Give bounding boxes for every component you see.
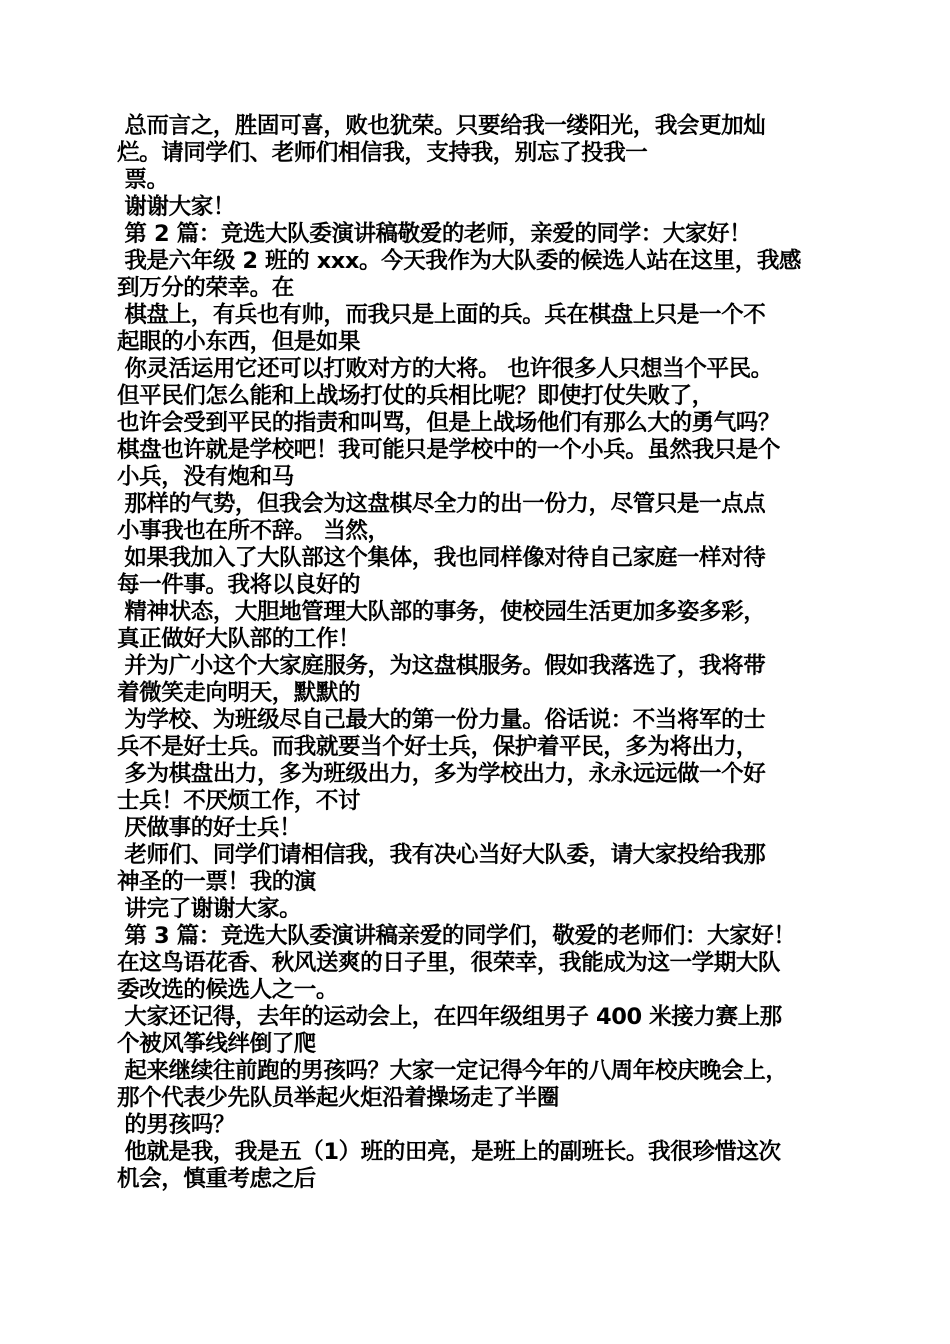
text-line: 棋盘上，有兵也有帅，而我只是上面的兵。兵在棋盘上只是一个不 xyxy=(117,302,766,328)
text-line: 也许会受到平民的指责和叫骂，但是上战场他们有那么大的勇气吗？ xyxy=(117,410,781,436)
text-line: 起来继续往前跑的男孩吗？大家一定记得今年的八周年校庆晚会上， xyxy=(117,1058,788,1084)
text-line: 起眼的小东西，但是如果 xyxy=(117,329,361,355)
text-line: 精神状态，大胆地管理大队部的事务，使校园生活更加多姿多彩， xyxy=(117,599,766,625)
text-line: 真正做好大队部的工作！ xyxy=(117,626,361,652)
text-line: 你灵活运用它还可以打败对方的大将。 也许很多人只想当个平民。 xyxy=(117,356,773,382)
text-line: 他就是我，我是五（1）班的田亮，是班上的副班长。我很珍惜这次 xyxy=(117,1139,781,1165)
text-line: 那个代表少先队员举起火炬沿着操场走了半圈 xyxy=(117,1085,560,1111)
text-line: 兵不是好士兵。而我就要当个好士兵，保护着平民，多为将出力， xyxy=(117,734,758,760)
text-line: 为学校、为班级尽自己最大的第一份力量。俗话说：不当将军的士 xyxy=(117,707,766,733)
text-line: 委改选的候选人之一。 xyxy=(117,977,339,1003)
section-heading: 第 3 篇：竞选大队委演讲稿亲爱的同学们，敬爱的老师们：大家好！ xyxy=(117,923,796,949)
text-line: 个被风筝线绊倒了爬 xyxy=(117,1031,316,1057)
text-line: 棋盘也许就是学校吧！我可能只是学校中的一个小兵。虽然我只是个 xyxy=(117,437,781,463)
text-line: 多为棋盘出力，多为班级出力，多为学校出力，永永远远做一个好 xyxy=(117,761,766,787)
text-line: 讲完了谢谢大家。 xyxy=(117,896,302,922)
text-line: 老师们、同学们请相信我，我有决心当好大队委，请大家投给我那 xyxy=(117,842,766,868)
text-line: 我是六年级 2 班的 xxx。今天我作为大队委的候选人站在这里，我感 xyxy=(117,248,802,274)
text-line: 小兵，没有炮和马 xyxy=(117,464,294,490)
text-line: 谢谢大家！ xyxy=(117,194,235,220)
text-line: 着微笑走向明天，默默的 xyxy=(117,680,361,706)
text-line: 小事我也在所不辞。 当然， xyxy=(117,518,390,544)
text-line: 的男孩吗？ xyxy=(117,1112,235,1138)
text-line: 并为广小这个大家庭服务，为这盘棋服务。假如我落选了，我将带 xyxy=(117,653,766,679)
speech-text-body xyxy=(117,113,837,1193)
text-line: 那样的气势，但我会为这盘棋尽全力的出一份力，尽管只是一点点 xyxy=(117,491,766,517)
text-line: 如果我加入了大队部这个集体，我也同样像对待自己家庭一样对待 xyxy=(117,545,766,571)
text-line: 在这鸟语花香、秋风送爽的日子里，很荣幸，我能成为这一学期大队 xyxy=(117,950,781,976)
text-line: 到万分的荣幸。在 xyxy=(117,275,294,301)
text-line: 每一件事。我将以良好的 xyxy=(117,572,361,598)
text-line: 大家还记得，去年的运动会上，在四年级组男子 400 米接力赛上那 xyxy=(117,1004,782,1030)
section-heading: 第 2 篇：竞选大队委演讲稿敬爱的老师，亲爱的同学：大家好！ xyxy=(117,221,752,247)
text-line: 但平民们怎么能和上战场打仗的兵相比呢？即使打仗失败了， xyxy=(117,383,714,409)
text-line: 神圣的一票！我的演 xyxy=(117,869,316,895)
text-line: 烂。请同学们、老师们相信我，支持我，别忘了投我一 xyxy=(117,140,648,166)
text-line: 厌做事的好士兵！ xyxy=(117,815,302,841)
text-line: 总而言之，胜固可喜，败也犹荣。只要给我一缕阳光，我会更加灿 xyxy=(117,113,766,139)
text-line: 机会，慎重考虑之后 xyxy=(117,1166,316,1192)
text-line: 票。 xyxy=(117,167,169,193)
text-line: 士兵！不厌烦工作，不讨 xyxy=(117,788,361,814)
